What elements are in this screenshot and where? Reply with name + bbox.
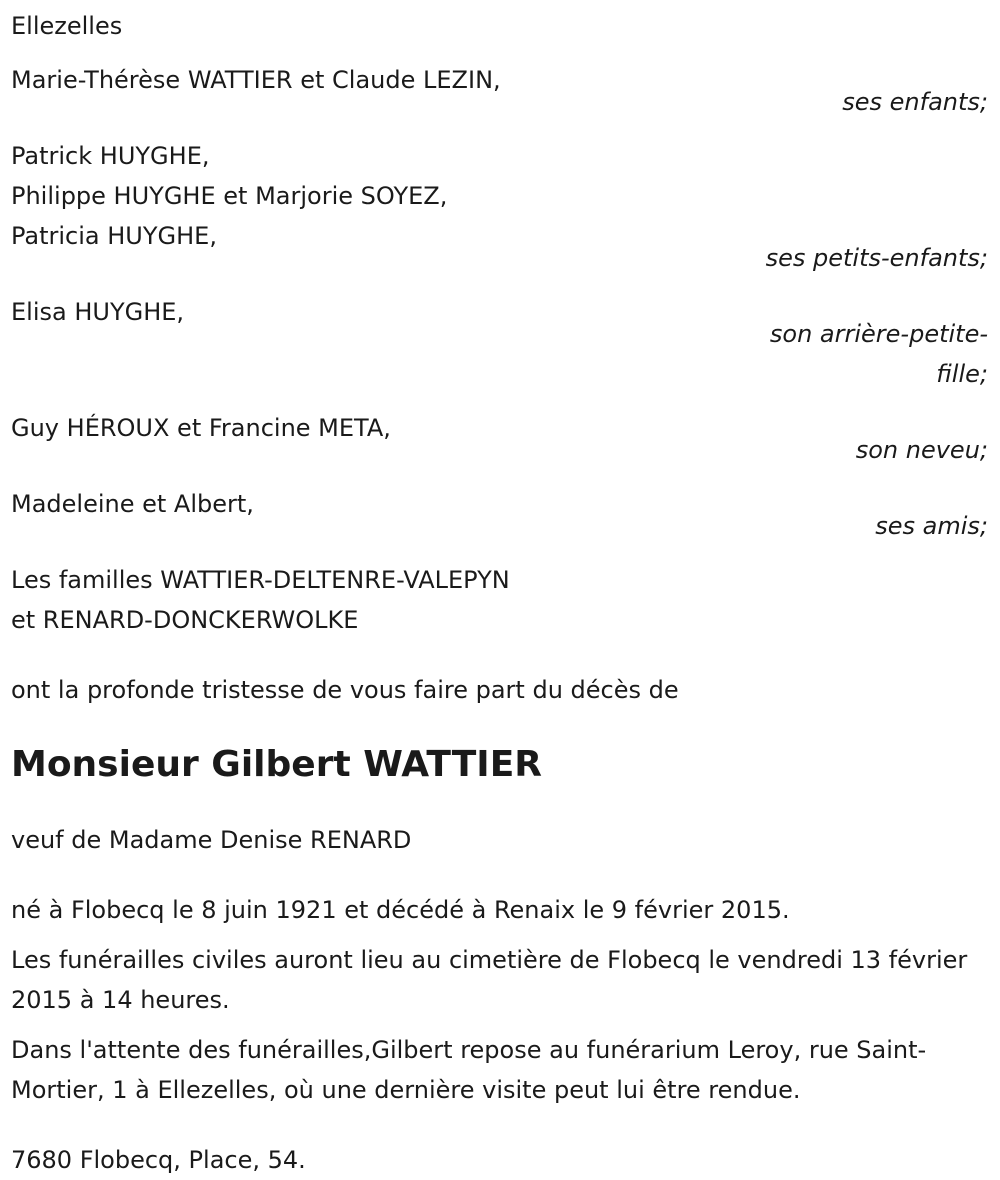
birth-death-text: né à Flobecq le 8 juin 1921 et décédé à Renaix le 9 février 2015.: [11, 896, 790, 924]
nephew-role: son neveu;: [855, 436, 988, 464]
grandchild-name: Patrick HUYGHE,: [11, 142, 210, 170]
friends-role: ses amis;: [875, 512, 988, 540]
deceased-name: Monsieur Gilbert WATTIER: [11, 744, 542, 785]
grandchild-name: Patricia HUYGHE,: [11, 222, 217, 250]
grandchildren-group: [11, 136, 990, 278]
great-granddaughter-group: [11, 292, 990, 394]
place-name: Ellezelles: [11, 12, 123, 40]
families-group: [11, 560, 990, 640]
children-role: ses enfants;: [842, 88, 988, 116]
funeral-text: Les funérailles civiles auront lieu au cimetière de Flobecq le vendredi 13 février 2015 à 14 heures.: [11, 946, 968, 1014]
viewing-text: Dans l'attente des funérailles,Gilbert repose au funérarium Leroy, rue Saint-Mortier, 1 à Ellezelles, où une dernière visite peut lui être rendue.: [11, 1036, 927, 1104]
friends-group: [11, 484, 990, 546]
great-granddaughter-name: Elisa HUYGHE,: [11, 298, 185, 326]
children-group: [11, 60, 990, 122]
nephew-names: Guy HÉROUX et Francine META,: [11, 414, 391, 442]
role-line: son arrière-petite-: [769, 320, 988, 348]
children-names: Marie-Thérèse WATTIER et Claude LEZIN,: [11, 66, 501, 94]
family-name: Les familles WATTIER-DELTENRE-VALEPYN: [11, 566, 510, 594]
family-name: et RENARD-DONCKERWOLKE: [11, 606, 359, 634]
announcement-text: ont la profonde tristesse de vous faire part du décès de: [11, 676, 679, 704]
grandchild-name: Philippe HUYGHE et Marjorie SOYEZ,: [11, 182, 448, 210]
address-text: 7680 Flobecq, Place, 54.: [11, 1146, 306, 1174]
grandchildren-role: ses petits-enfants;: [765, 244, 988, 272]
nephew-group: [11, 408, 990, 470]
widower-of: veuf de Madame Denise RENARD: [11, 826, 412, 854]
friends-names: Madeleine et Albert,: [11, 490, 254, 518]
role-line: fille;: [936, 360, 988, 388]
